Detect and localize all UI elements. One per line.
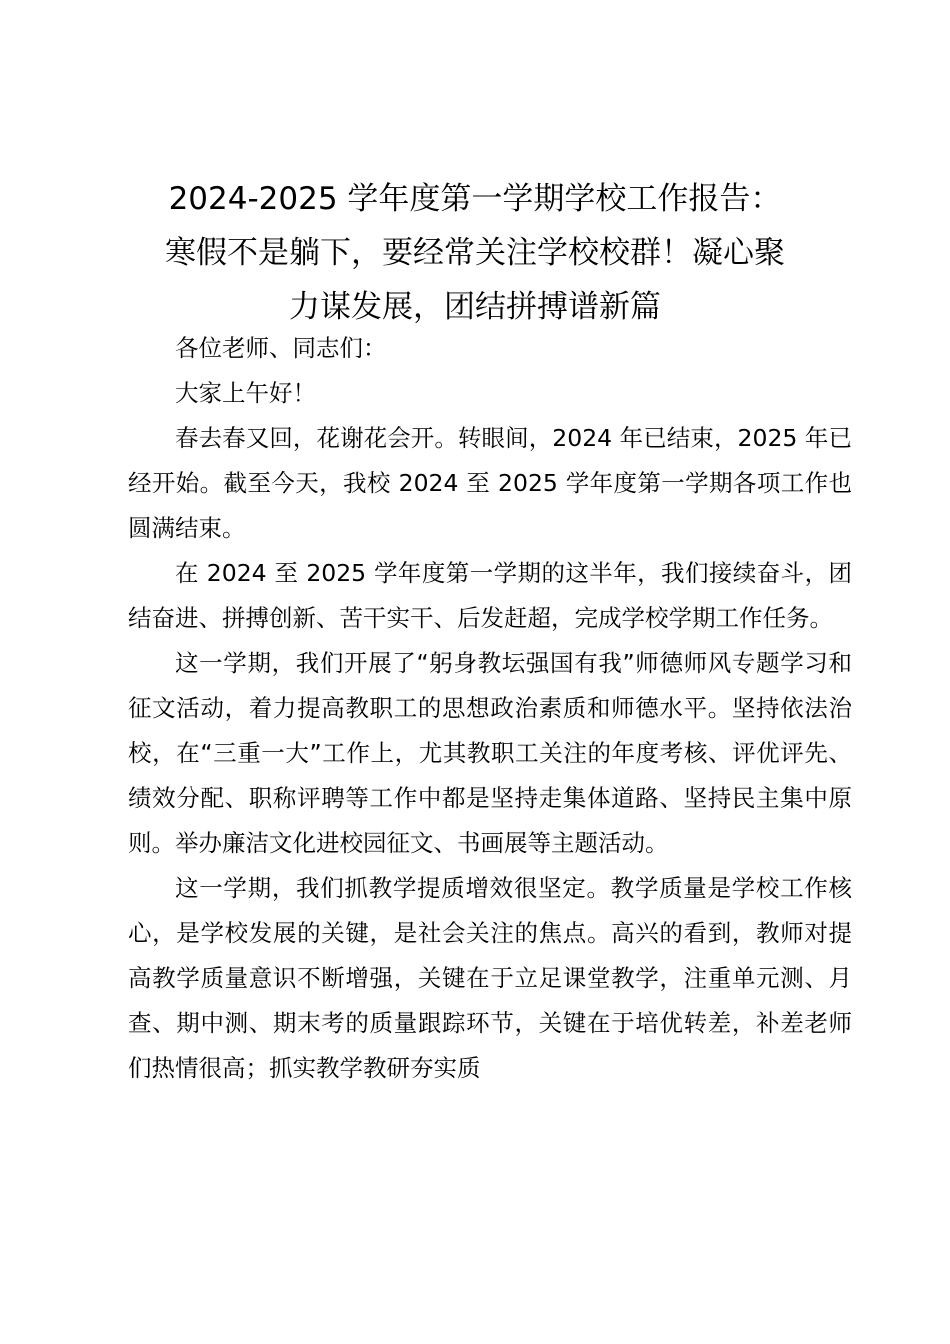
paragraph-teaching: 这一学期，我们抓教学提质增效很坚定。教学质量是学校工作核心，是学校发展的关键，是社会关注的焦点。高兴的看到，教师对提高教学质量意识不断增强，关键在于立足课堂教学，注重单元测、月查、期中测、期末考的质量跟踪环节，关键在于培优转差，补差老师们热情很高；抓实教学教研夯实质 — [128, 874, 852, 1082]
title-line-1: 2024-2025 学年度第一学期学校工作报告： — [168, 181, 782, 217]
document-title — [110, 172, 840, 334]
greeting: 大家上午好！ — [175, 379, 316, 407]
title-line-3: 力谋发展，团结拼搏谱新篇 — [289, 289, 661, 325]
document-body — [128, 326, 852, 1091]
paragraph-ethics: 这一学期，我们开展了“躬身教坛强国有我”师德师风专题学习和征文活动，着力提高教职工的思想政治素质和师德水平。坚持依法治校，在“三重一大”工作上，尤其教职工关注的年度考核、评优评先、绩效分配、职称评聘等工作中都是坚持走集体道路、坚持民主集中原则。举办廉洁文化进校园征文、书画展等主题活动。 — [128, 649, 852, 857]
salutation: 各位老师、同志们： — [175, 334, 387, 362]
paragraph-intro: 春去春又回，花谢花会开。转眼间，2024 年已结束，2025 年已经开始。截至今天，我校 2024 至 2025 学年度第一学期各项工作也圆满结束。 — [128, 424, 852, 542]
title-line-2: 寒假不是躺下，要经常关注学校校群！凝心聚 — [165, 235, 785, 271]
paragraph-summary: 在 2024 至 2025 学年度第一学期的这半年，我们接续奋斗，团结奋进、拼搏创新、苦干实干、后发赶超，完成学校学期工作任务。 — [128, 559, 852, 632]
